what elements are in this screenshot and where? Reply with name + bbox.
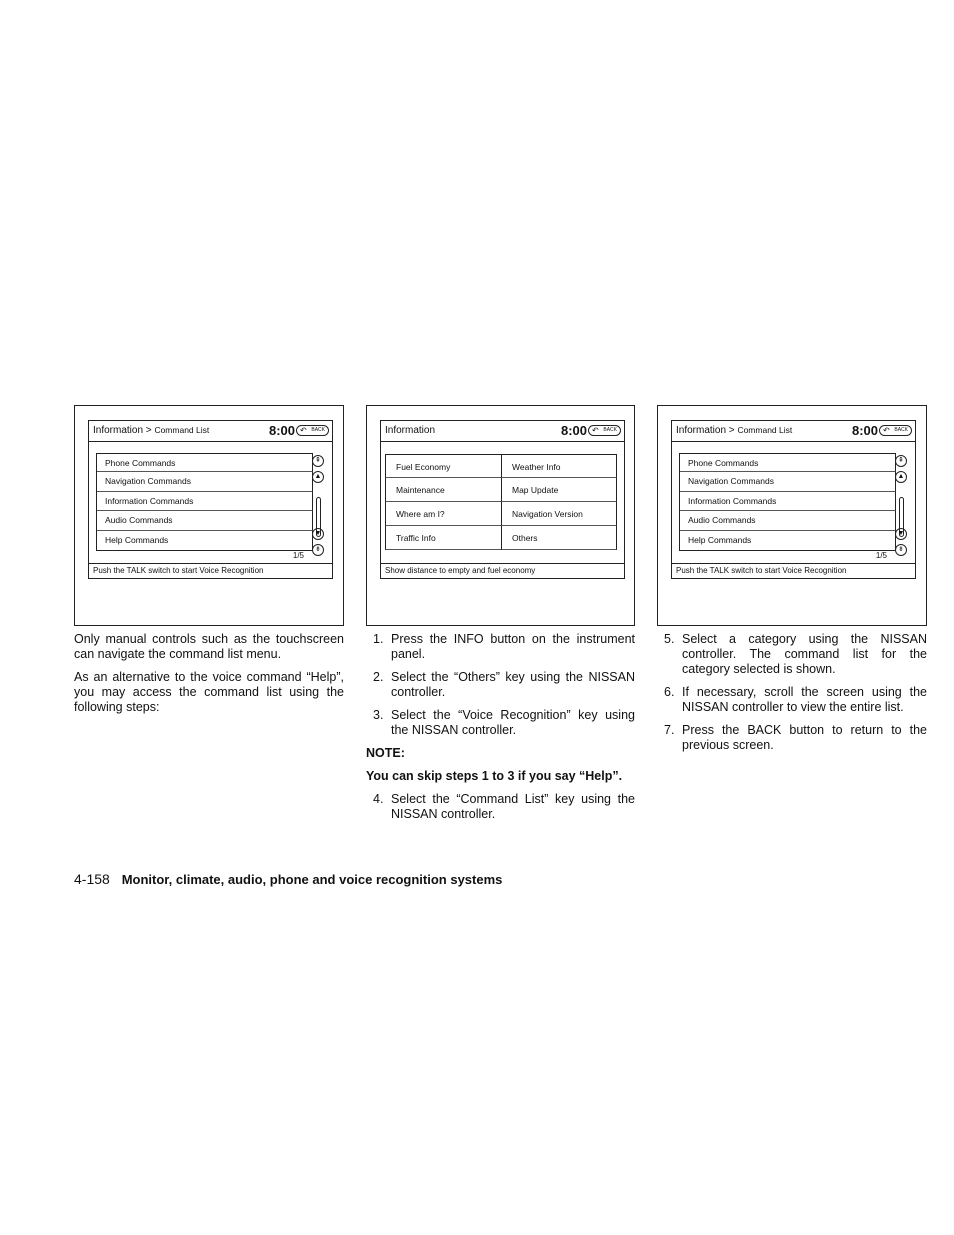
screen-header (381, 421, 624, 442)
step-3 (366, 708, 635, 738)
list-item[interactable]: Information Commands (680, 492, 896, 511)
step-5 (657, 632, 927, 677)
scroll-down-icon[interactable]: ▼ (895, 528, 907, 540)
screen-title (93, 425, 209, 436)
step-text: Press the INFO button on the instrument panel. (391, 632, 635, 661)
back-label: BACK (603, 427, 617, 433)
menu-key-navigation-version[interactable]: Navigation Version (501, 502, 617, 526)
list-item[interactable]: Help Commands (97, 531, 313, 550)
menu-key-maintenance[interactable]: Maintenance (385, 478, 501, 502)
section-title: Monitor, climate, audio, phone and voice recognition systems (121, 872, 503, 887)
back-button[interactable] (588, 425, 621, 436)
menu-key-map-update[interactable]: Map Update (501, 478, 617, 502)
list-item[interactable]: Phone Commands (680, 453, 896, 472)
menu-key-fuel-economy[interactable]: Fuel Economy (385, 454, 501, 478)
clock: 8:00 (851, 423, 878, 438)
step-text: If necessary, scroll the screen using the NISSAN controller to view the entire list. (682, 685, 927, 714)
scroll-down-icon[interactable]: ▼ (312, 528, 324, 540)
screen-command-list (88, 420, 333, 579)
screen-title-sub: Command List (737, 425, 793, 435)
page-down-icon[interactable]: ⇟ (312, 544, 324, 556)
step-number: 3. (373, 708, 384, 722)
scroll-up-icon[interactable]: ▲ (312, 471, 324, 483)
clock: 8:00 (560, 423, 587, 438)
note-heading: NOTE: (366, 746, 405, 760)
page-down-icon[interactable]: ⇟ (895, 544, 907, 556)
note-body: You can skip steps 1 to 3 if you say “Help”. (366, 769, 623, 783)
paragraph: As an alternative to the voice command “Help”, you may access the command list using the following steps: (74, 670, 344, 714)
step-4 (366, 792, 635, 822)
page-up-icon[interactable]: ⇞ (312, 455, 324, 467)
list-item[interactable]: Information Commands (97, 492, 313, 511)
screen-header (89, 421, 332, 442)
list-item[interactable]: Help Commands (680, 531, 896, 550)
page-up-icon[interactable]: ⇞ (895, 455, 907, 467)
back-button[interactable] (296, 425, 329, 436)
step-text: Press the BACK button to return to the previous screen. (682, 723, 927, 752)
step-number: 4. (373, 792, 384, 806)
text-column-2 (366, 632, 635, 830)
back-arrow-icon: ↶ (883, 426, 890, 435)
page-number: 4-158 (74, 871, 110, 887)
step-7 (657, 723, 927, 753)
step-6 (657, 685, 927, 715)
list-item[interactable]: Navigation Commands (97, 472, 313, 491)
command-list (96, 453, 313, 551)
back-label: BACK (311, 427, 325, 433)
step-number: 7. (664, 723, 675, 737)
menu-key-where-am-i[interactable]: Where am I? (385, 502, 501, 526)
paragraph: Only manual controls such as the touchscreen can navigate the command list menu. (74, 632, 344, 661)
screen-title (676, 425, 792, 436)
page-footer (74, 871, 502, 887)
page-indicator: 1/5 (875, 551, 887, 560)
screen-title: Information (385, 425, 436, 436)
list-item[interactable]: Audio Commands (97, 511, 313, 530)
figure-command-list-2 (657, 405, 927, 626)
menu-key-others[interactable]: Others (501, 526, 617, 550)
scroll-up-icon[interactable]: ▲ (895, 471, 907, 483)
screen-information (380, 420, 625, 579)
screen-title-main: Information > (93, 425, 152, 436)
figure-command-list-1 (74, 405, 344, 626)
command-list (679, 453, 896, 551)
screen-footer: Push the TALK switch to start Voice Recognition (672, 563, 915, 578)
figure-information-menu (366, 405, 635, 626)
list-item[interactable]: Phone Commands (97, 453, 313, 472)
menu-key-weather-info[interactable]: Weather Info (501, 454, 617, 478)
screen-footer: Push the TALK switch to start Voice Recognition (89, 563, 332, 578)
back-button[interactable] (879, 425, 912, 436)
step-number: 6. (664, 685, 675, 699)
back-arrow-icon: ↶ (592, 426, 599, 435)
menu-key-traffic-info[interactable]: Traffic Info (385, 526, 501, 550)
back-arrow-icon: ↶ (300, 426, 307, 435)
step-number: 1. (373, 632, 384, 646)
list-item[interactable]: Navigation Commands (680, 472, 896, 491)
screen-title-sub: Command List (154, 425, 210, 435)
menu-grid (385, 452, 619, 549)
back-label: BACK (894, 427, 908, 433)
screen-header (672, 421, 915, 442)
clock: 8:00 (268, 423, 295, 438)
step-text: Select the “Command List” key using the NISSAN controller. (391, 792, 635, 821)
text-column-1 (74, 632, 344, 723)
text-column-3 (657, 632, 927, 761)
step-2 (366, 670, 635, 700)
step-text: Select a category using the NISSAN controller. The command list for the category selected is shown. (682, 632, 927, 676)
step-1 (366, 632, 635, 662)
step-number: 5. (664, 632, 675, 646)
step-text: Select the “Voice Recognition” key using the NISSAN controller. (391, 708, 635, 737)
screen-command-list (671, 420, 916, 579)
step-text: Select the “Others” key using the NISSAN controller. (391, 670, 635, 699)
list-item[interactable]: Audio Commands (680, 511, 896, 530)
step-number: 2. (373, 670, 384, 684)
screen-footer: Show distance to empty and fuel economy (381, 563, 624, 578)
screen-title-main: Information > (676, 425, 735, 436)
page-indicator: 1/5 (292, 551, 304, 560)
